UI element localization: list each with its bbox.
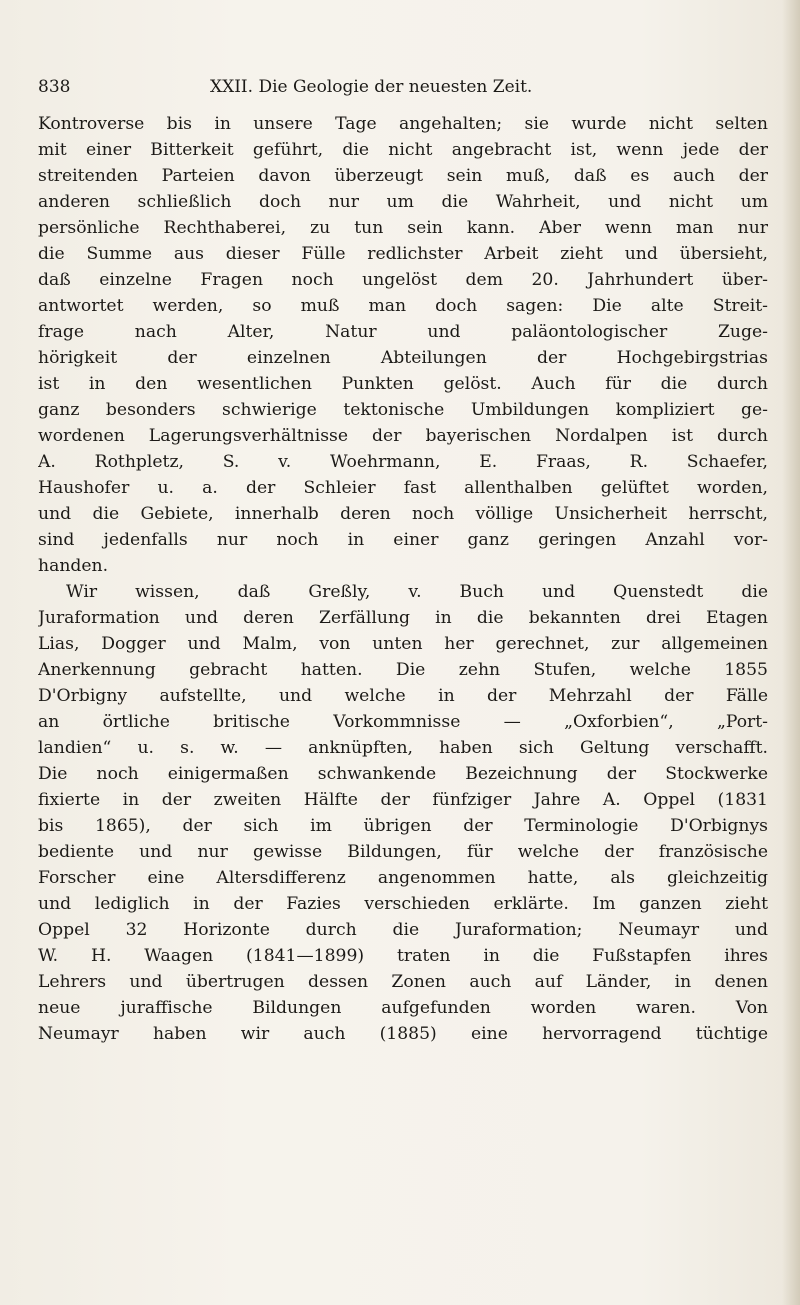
text-line: mit einer Bitterkeit geführt, die nicht angebracht ist, wenn jede der <box>38 140 768 160</box>
text-line: Neumayr haben wir auch (1885) eine hervorragend tüchtige <box>38 1024 768 1044</box>
text-line: Forscher eine Altersdifferenz angenommen hatte, als gleichzeitig <box>38 868 768 888</box>
text-line: Lias, Dogger und Malm, von unten her gerechnet, zur allgemeinen <box>38 634 768 654</box>
text-line: Die noch einigermaßen schwankende Bezeichnung der Stockwerke <box>38 764 768 784</box>
text-line: bis 1865), der sich im übrigen der Terminologie D'Orbignys <box>38 816 768 836</box>
text-line: persönliche Rechthaberei, zu tun sein kann. Aber wenn man nur <box>38 218 768 238</box>
text-line: Haushofer u. a. der Schleier fast allenthalben gelüftet worden, <box>38 478 768 498</box>
text-line: sind jedenfalls nur noch in einer ganz geringen Anzahl vor- <box>38 530 768 550</box>
text-line: ist in den wesentlichen Punkten gelöst. Auch für die durch <box>38 374 768 394</box>
text-line: A. Rothpletz, S. v. Woehrmann, E. Fraas, R. Schaefer, <box>38 452 768 472</box>
text-line: W. H. Waagen (1841—1899) traten in die Fußstapfen ihres <box>38 946 768 966</box>
text-line: daß einzelne Fragen noch ungelöst dem 20. Jahrhundert über- <box>38 270 768 290</box>
text-line: D'Orbigny aufstellte, und welche in der Mehrzahl der Fälle <box>38 686 768 706</box>
page-number: 838 <box>38 77 71 97</box>
text-line: ganz besonders schwierige tektonische Umbildungen kompliziert ge- <box>38 400 768 420</box>
text-line: die Summe aus dieser Fülle redlichster Arbeit zieht und übersieht, <box>38 244 768 264</box>
text-line: fixierte in der zweiten Hälfte der fünfziger Jahre A. Oppel (1831 <box>38 790 768 810</box>
text-line: bediente und nur gewisse Bildungen, für welche der französische <box>38 842 768 862</box>
text-line: Lehrers und übertrugen dessen Zonen auch auf Länder, in denen <box>38 972 768 992</box>
text-line: frage nach Alter, Natur und paläontologischer Zuge- <box>38 322 768 342</box>
text-line: an örtliche britische Vorkommnisse — „Oxforbien“, „Port- <box>38 712 768 732</box>
running-title: XXII. Die Geologie der neuesten Zeit. <box>210 77 533 97</box>
text-line: hörigkeit der einzelnen Abteilungen der Hochgebirgstrias <box>38 348 768 368</box>
text-line: landien“ u. s. w. — anknüpften, haben sich Geltung verschafft. <box>38 738 768 758</box>
text-line: Anerkennung gebracht hatten. Die zehn Stufen, welche 1855 <box>38 660 768 680</box>
text-line: antwortet werden, so muß man doch sagen: Die alte Streit- <box>38 296 768 316</box>
text-line: handen. <box>38 556 109 576</box>
text-line: neue juraffische Bildungen aufgefunden worden waren. Von <box>38 998 768 1018</box>
text-line: streitenden Parteien davon überzeugt sein muß, daß es auch der <box>38 166 768 186</box>
text-line: Kontroverse bis in unsere Tage angehalten; sie wurde nicht selten <box>38 114 768 134</box>
text-line: Juraformation und deren Zerfällung in die bekannten drei Etagen <box>38 608 768 628</box>
running-header <box>38 74 768 100</box>
body-text <box>38 111 768 1047</box>
text-line: wordenen Lagerungsverhältnisse der bayerischen Nordalpen ist durch <box>38 426 768 446</box>
text-line: und die Gebiete, innerhalb deren noch völlige Unsicherheit herrscht, <box>38 504 768 524</box>
text-line: anderen schließlich doch nur um die Wahrheit, und nicht um <box>38 192 768 212</box>
text-line: und lediglich in der Fazies verschieden erklärte. Im ganzen zieht <box>38 894 768 914</box>
text-line: Oppel 32 Horizonte durch die Juraformation; Neumayr und <box>38 920 768 940</box>
page-edge-shadow <box>782 0 800 1305</box>
text-line: Wir wissen, daß Greßly, v. Buch und Quenstedt die <box>66 582 768 602</box>
